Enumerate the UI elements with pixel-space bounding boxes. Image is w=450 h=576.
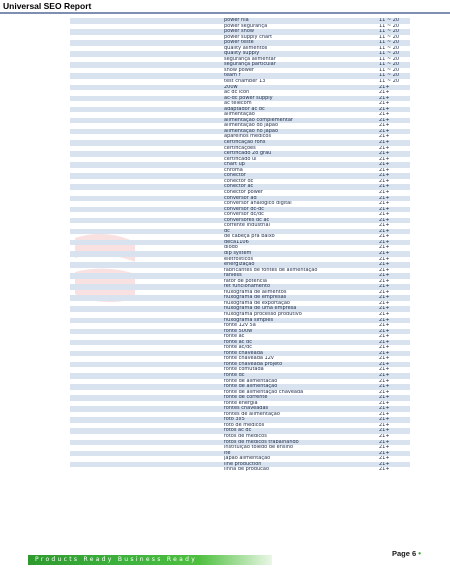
rank-cell: 21+ xyxy=(379,151,390,157)
keyword-cell: fonte chaveada projeto xyxy=(224,361,283,367)
rank-cell: 21+ xyxy=(379,434,390,440)
rank-cell: 11 ~ 20 xyxy=(379,51,400,57)
rank-cell: 21+ xyxy=(379,234,390,240)
rank-cell: 21+ xyxy=(379,273,390,279)
keyword-cell: fonte energia xyxy=(224,400,258,406)
keyword-cell: linha de producao xyxy=(224,467,270,473)
rank-cell: 21+ xyxy=(379,461,390,467)
rank-cell: 21+ xyxy=(379,295,390,301)
rank-cell: 21+ xyxy=(379,162,390,168)
rank-cell: 21+ xyxy=(379,128,390,134)
keyword-cell: chart up xyxy=(224,162,245,168)
keyword-cell: corrente industrial xyxy=(224,223,270,229)
keyword-cell: power hia xyxy=(224,18,249,23)
rank-cell: 21+ xyxy=(379,245,390,251)
rank-cell: 21+ xyxy=(379,339,390,345)
rank-cell: 21+ xyxy=(379,178,390,184)
keyword-cell: alimentação complementar xyxy=(224,117,293,123)
keyword-cell: power show xyxy=(224,29,254,35)
rank-cell: 21+ xyxy=(379,134,390,140)
rank-cell: 21+ xyxy=(379,212,390,218)
keyword-cell: alimentação no japão xyxy=(224,128,279,134)
rank-cell: 21+ xyxy=(379,250,390,256)
rank-cell: 21+ xyxy=(379,373,390,378)
rank-cell: 21+ xyxy=(379,345,390,351)
rank-cell: 21+ xyxy=(379,112,390,118)
report-header xyxy=(0,0,450,14)
rank-cell: 21+ xyxy=(379,306,390,312)
rank-cell: 21+ xyxy=(379,439,390,445)
keyword-cell: energização xyxy=(224,262,255,268)
footer-tagline: Products Ready Business Ready xyxy=(35,556,198,563)
keyword-cell: fluxograma de exportação xyxy=(224,300,290,306)
rank-cell: 21+ xyxy=(379,367,390,373)
keyword-cell: quality alimentos xyxy=(224,45,268,51)
keyword-cell: japão alimentação xyxy=(224,456,271,462)
keyword-cell: fluxograma de uma empresa xyxy=(224,306,297,312)
rank-cell: 21+ xyxy=(379,467,390,473)
keyword-cell: power segurança xyxy=(224,23,268,29)
keyword-cell: conector xyxy=(224,173,246,179)
keyword-cell: fluxograma de empresas xyxy=(224,295,287,301)
rank-cell: 11 ~ 20 xyxy=(379,73,400,79)
table-row xyxy=(70,467,410,473)
keyword-cell: power teste xyxy=(224,40,254,46)
rank-cell: 21+ xyxy=(379,201,390,207)
keyword-cell: fonte de alimentacao xyxy=(224,378,278,384)
keyword-cell: segurança alimentar xyxy=(224,56,276,62)
keyword-cell: fluxograma de alimentos xyxy=(224,289,287,295)
keyword-cell: ac dc icon xyxy=(224,90,250,96)
keyword-cell: fotos de medicos xyxy=(224,434,267,440)
rank-cell: 21+ xyxy=(379,317,390,323)
keyword-cell: alimentação do japão xyxy=(224,123,279,129)
rank-cell: 21+ xyxy=(379,256,390,262)
keyword-cell: power supply chart xyxy=(224,34,273,40)
rank-cell: 11 ~ 20 xyxy=(379,29,400,35)
keyword-cell: fotos ac dc xyxy=(224,428,252,434)
keyword-cell: line production xyxy=(224,461,262,467)
rank-cell: 11 ~ 20 xyxy=(379,23,400,29)
keyword-cell: ite xyxy=(224,450,231,456)
rank-cell: 11 ~ 20 xyxy=(379,62,400,68)
rank-cell: 21+ xyxy=(379,156,390,162)
keyword-cell: fluxograma processo produtivo xyxy=(224,311,302,317)
rank-cell: 21+ xyxy=(379,356,390,362)
keyword-cell: foto 3x5 xyxy=(224,417,245,423)
rank-cell: 21+ xyxy=(379,123,390,129)
rank-cell: 21+ xyxy=(379,406,390,412)
keyword-cell: fontes de alimentação xyxy=(224,411,280,417)
page-bullet-icon: • xyxy=(418,549,421,558)
keyword-cell: ac-dc power supply xyxy=(224,95,273,101)
rank-cell: 21+ xyxy=(379,117,390,123)
rank-cell: 11 ~ 20 xyxy=(379,45,400,51)
rank-cell: 21+ xyxy=(379,389,390,395)
keyword-cell: conversores dc ac xyxy=(224,217,270,223)
keyword-cell: team r xyxy=(224,73,241,79)
rank-cell: 21+ xyxy=(379,445,390,451)
keyword-cell: certificação rohs xyxy=(224,140,266,146)
rank-cell: 21+ xyxy=(379,422,390,428)
rank-cell: 21+ xyxy=(379,323,390,329)
keyword-cell: ac telecom xyxy=(224,101,252,107)
page-number-label: Page 6 xyxy=(392,549,417,558)
rank-cell: 21+ xyxy=(379,217,390,223)
keyword-cell: instituição toledo de ensino xyxy=(224,445,294,451)
rank-cell: 11 ~ 20 xyxy=(379,40,400,46)
keyword-cell: fator de potencia xyxy=(224,278,267,284)
rank-cell: 21+ xyxy=(379,106,390,112)
keyword-cell: dc xyxy=(224,228,230,234)
rank-cell: 21+ xyxy=(379,239,390,245)
rank-cell: 21+ xyxy=(379,95,390,101)
keyword-cell: fet funcionamento xyxy=(224,284,271,290)
report-title: Universal SEO Report xyxy=(3,1,92,11)
keyword-cell: certificações xyxy=(224,145,256,151)
keyword-cell: certificado 2o grau xyxy=(224,151,272,157)
rank-cell: 21+ xyxy=(379,334,390,340)
rank-cell: 21+ xyxy=(379,195,390,201)
keyword-cell: adaptador ac dc xyxy=(224,106,265,112)
keyword-cell: fonte comutada xyxy=(224,367,264,373)
keyword-cell: eletrolíticos xyxy=(224,256,254,262)
keyword-cell: fonte ac/dc xyxy=(224,345,253,351)
rank-cell: 21+ xyxy=(379,206,390,212)
keyword-cell: conversor analógico digital xyxy=(224,201,292,207)
rank-cell: 21+ xyxy=(379,184,390,190)
rank-cell: 21+ xyxy=(379,417,390,423)
rank-cell: 21+ xyxy=(379,456,390,462)
rank-cell: 21+ xyxy=(379,84,390,90)
rank-cell: 21+ xyxy=(379,328,390,334)
keyword-cell: fabricantes de fontes de alimentação xyxy=(224,267,318,273)
rank-cell: 21+ xyxy=(379,361,390,367)
keyword-cell: fonte de corrente xyxy=(224,395,268,401)
rank-cell: 21+ xyxy=(379,262,390,268)
rank-cell: 21+ xyxy=(379,284,390,290)
rank-cell: 21+ xyxy=(379,145,390,151)
keyword-cell: fontes chaveadas xyxy=(224,406,269,412)
keyword-cell: fanless xyxy=(224,273,242,279)
keyword-cell: de cabeça pra baixo xyxy=(224,234,275,240)
keyword-cell: fotos de medicos trabalhando xyxy=(224,439,299,445)
keyword-cell: fonte ac xyxy=(224,334,245,340)
keyword-cell: test chamber 13 xyxy=(224,79,266,85)
rank-cell: 11 ~ 20 xyxy=(379,18,400,23)
rank-cell: 21+ xyxy=(379,167,390,173)
rank-cell: 21+ xyxy=(379,278,390,284)
keyword-cell: show power xyxy=(224,67,254,73)
keyword-cell: aparelhos medicos xyxy=(224,134,272,140)
header-divider xyxy=(0,12,450,14)
keyword-cell: alimentação xyxy=(224,112,255,118)
rank-cell: 21+ xyxy=(379,173,390,179)
keyword-cell: foto de medicos xyxy=(224,422,265,428)
keyword-cell: quality supply xyxy=(224,51,260,57)
keyword-cell: chroma xyxy=(224,167,243,173)
rank-cell: 21+ xyxy=(379,311,390,317)
rank-cell: 21+ xyxy=(379,223,390,229)
rank-cell: 21+ xyxy=(379,395,390,401)
keyword-cell: fonte chaveada xyxy=(224,350,263,356)
rank-cell: 21+ xyxy=(379,140,390,146)
keyword-cell: conversor dc-dc xyxy=(224,206,265,212)
rank-cell: 21+ xyxy=(379,384,390,390)
keyword-cell: fonte chaveada 12v xyxy=(224,356,274,362)
keyword-cell: fonte 12v 5a xyxy=(224,323,256,329)
keyword-cell: fonte de alimentação chaveada xyxy=(224,389,304,395)
rank-cell: 21+ xyxy=(379,400,390,406)
keyword-cell: conector ac xyxy=(224,184,254,190)
rank-cell: 21+ xyxy=(379,378,390,384)
keyword-cell: conector power xyxy=(224,189,263,195)
rank-cell: 21+ xyxy=(379,350,390,356)
rank-cell: 21+ xyxy=(379,189,390,195)
keyword-cell: fluxograma simples xyxy=(224,317,274,323)
keyword-cell: segurança particular xyxy=(224,62,276,68)
rank-cell: 11 ~ 20 xyxy=(379,67,400,73)
rank-cell: 21+ xyxy=(379,90,390,96)
keyword-cell: certificado ul xyxy=(224,156,257,162)
keyword-cell: fonte de alimentação xyxy=(224,384,278,390)
keyword-cell: conector dc xyxy=(224,178,254,184)
rank-cell: 21+ xyxy=(379,450,390,456)
keyword-cell: fonte 500w xyxy=(224,328,253,334)
page-number xyxy=(392,549,421,558)
keyword-cell: 200w xyxy=(224,84,238,90)
rank-cell: 21+ xyxy=(379,300,390,306)
rank-cell: 21+ xyxy=(379,428,390,434)
keyword-cell: conversor dc/dc xyxy=(224,212,264,218)
keyword-ranking-table xyxy=(70,18,410,473)
rank-cell: 21+ xyxy=(379,289,390,295)
keyword-cell: dip system xyxy=(224,250,252,256)
rank-cell: 21+ xyxy=(379,228,390,234)
rank-cell: 21+ xyxy=(379,411,390,417)
keyword-cell: diodo xyxy=(224,245,238,251)
keyword-cell: fonte dc xyxy=(224,373,245,378)
keyword-cell: fonte ac dc xyxy=(224,339,252,345)
rank-cell: 21+ xyxy=(379,267,390,273)
rank-cell: 11 ~ 20 xyxy=(379,34,400,40)
rank-cell: 11 ~ 20 xyxy=(379,56,400,62)
keyword-cell: deca1106 xyxy=(224,239,249,245)
rank-cell: 11 ~ 20 xyxy=(379,79,400,85)
rank-cell: 21+ xyxy=(379,101,390,107)
keyword-cell: conversor ad xyxy=(224,195,257,201)
